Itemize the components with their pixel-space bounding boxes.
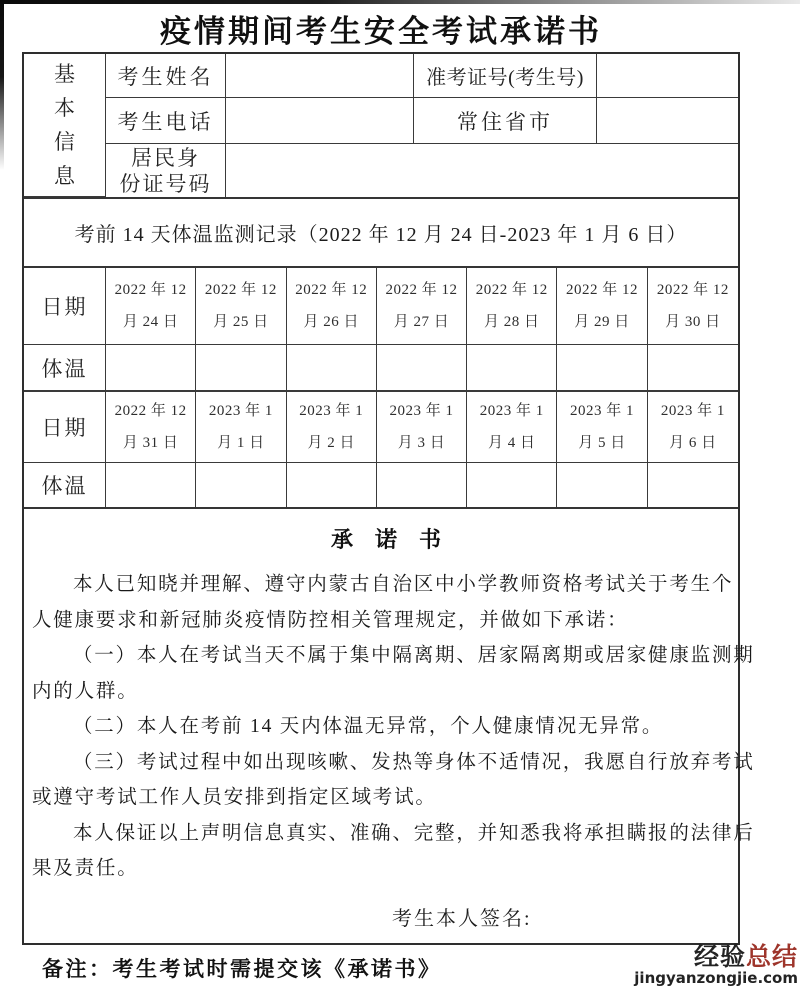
temp-input-w2-4[interactable] [377,463,467,507]
commitment-form [22,52,755,945]
id-number-label [106,144,226,197]
temp-input-w1-6[interactable] [557,345,647,391]
watermark-brand-black: 经验 [693,942,746,971]
phone-label: 考生电话 [106,98,226,144]
pledge-line: （二）本人在考前 14 天内体温无异常，个人健康情况无异常。 [72,716,664,737]
watermark-url: jingyanzongjie.com [634,969,798,987]
date-cell-w2-4: 2023 年 1 月 3 日 [377,391,467,463]
pledge-body [32,567,755,887]
temp-input-w2-1[interactable] [106,463,196,507]
basic-info-section [24,54,738,199]
watermark-brand [634,943,798,970]
temp-input-w2-7[interactable] [648,463,738,507]
date-cell-w1-2: 2022 年 12 月 25 日 [196,268,286,345]
scan-edge-left [0,0,4,170]
temp-input-w1-4[interactable] [377,345,467,391]
date-cell-w1-1: 2022 年 12 月 24 日 [106,268,196,345]
footer-note: 备注：考生考试时需提交该《承诺书》 [42,957,442,981]
date-cell-w1-5: 2022 年 12 月 28 日 [467,268,557,345]
pledge-line: 内的人群。 [32,680,139,702]
date-cell-w1-7: 2022 年 12 月 30 日 [648,268,738,345]
pledge-line: 果及责任。 [32,858,139,879]
temp-input-w1-7[interactable] [648,345,738,391]
date-cell-w2-7: 2023 年 1 月 6 日 [648,391,738,463]
temp-input-w1-5[interactable] [467,345,557,391]
temp-input-w1-1[interactable] [106,345,196,391]
temperature-monitor-header: 考前 14 天体温监测记录（2022 年 12 月 24 日-2023 年 1 月 6 日） [24,199,738,268]
ticket-number-label: 准考证号(考生号) [414,54,597,98]
temp-input-w2-5[interactable] [467,463,557,507]
date-cell-w2-6: 2023 年 1 月 5 日 [557,391,647,463]
scan-edge-top [0,0,800,4]
watermark-brand-red: 总结 [745,942,798,971]
date-cell-w1-3: 2022 年 12 月 26 日 [287,268,377,345]
temp-input-w2-6[interactable] [557,463,647,507]
date-cell-w2-2: 2023 年 1 月 1 日 [196,391,286,463]
watermark [634,943,798,986]
ticket-number-value-cell[interactable] [597,54,738,98]
temp-input-w1-3[interactable] [287,345,377,391]
date-cell-w2-1: 2022 年 12 月 31 日 [106,391,196,463]
temp-input-w1-2[interactable] [196,345,286,391]
id-number-value-cell[interactable] [226,144,738,197]
city-label: 常住省市 [414,98,597,144]
pledge-line: （三）考试过程中如出现咳嗽、发热等身体不适情况，我愿自行放弃考试 [72,751,755,773]
date-row1-label: 日期 [24,268,106,345]
name-label: 考生姓名 [106,54,226,98]
temp-input-w2-2[interactable] [196,463,286,507]
page-title: 疫情期间考生安全考试承诺书 [160,14,602,49]
name-value-cell[interactable] [226,54,414,98]
phone-value-cell[interactable] [226,98,414,144]
date-cell-w1-6: 2022 年 12 月 29 日 [557,268,647,345]
temperature-table [24,268,738,509]
date-cell-w2-5: 2023 年 1 月 4 日 [467,391,557,463]
id-label-line2: 份证号码 [119,171,212,196]
temp-row1-label: 体温 [24,345,106,391]
basic-info-section-label [24,54,106,197]
city-value-cell[interactable] [597,98,738,144]
pledge-line: 或遵守考试工作人员安排到指定区域考试。 [32,787,437,808]
pledge-line: 人健康要求和新冠肺炎疫情防控相关管理规定，并做如下承诺： [32,609,629,631]
date-cell-w1-4: 2022 年 12 月 27 日 [377,268,467,345]
id-label-line1: 居民身 [131,145,200,170]
temp-input-w2-3[interactable] [287,463,377,507]
pledge-line: （一）本人在考试当天不属于集中隔离期、居家隔离期或居家健康监测期 [72,645,755,666]
temp-row2-label: 体温 [24,463,106,507]
pledge-line: 本人保证以上声明信息真实、准确、完整，并知悉我将承担瞒报的法律后 [72,822,755,844]
signature-label[interactable]: 考生本人签名: [392,907,532,930]
pledge-heading: 承诺书 [330,527,463,552]
date-cell-w2-3: 2023 年 1 月 2 日 [287,391,377,463]
pledge-line: 本人已知晓并理解、遵守内蒙古自治区中小学教师资格考试关于考生个 [72,574,734,595]
basic-info-vertical-text: 基本信息 [54,62,75,188]
pledge-section [24,509,755,943]
date-row2-label: 日期 [24,391,106,463]
